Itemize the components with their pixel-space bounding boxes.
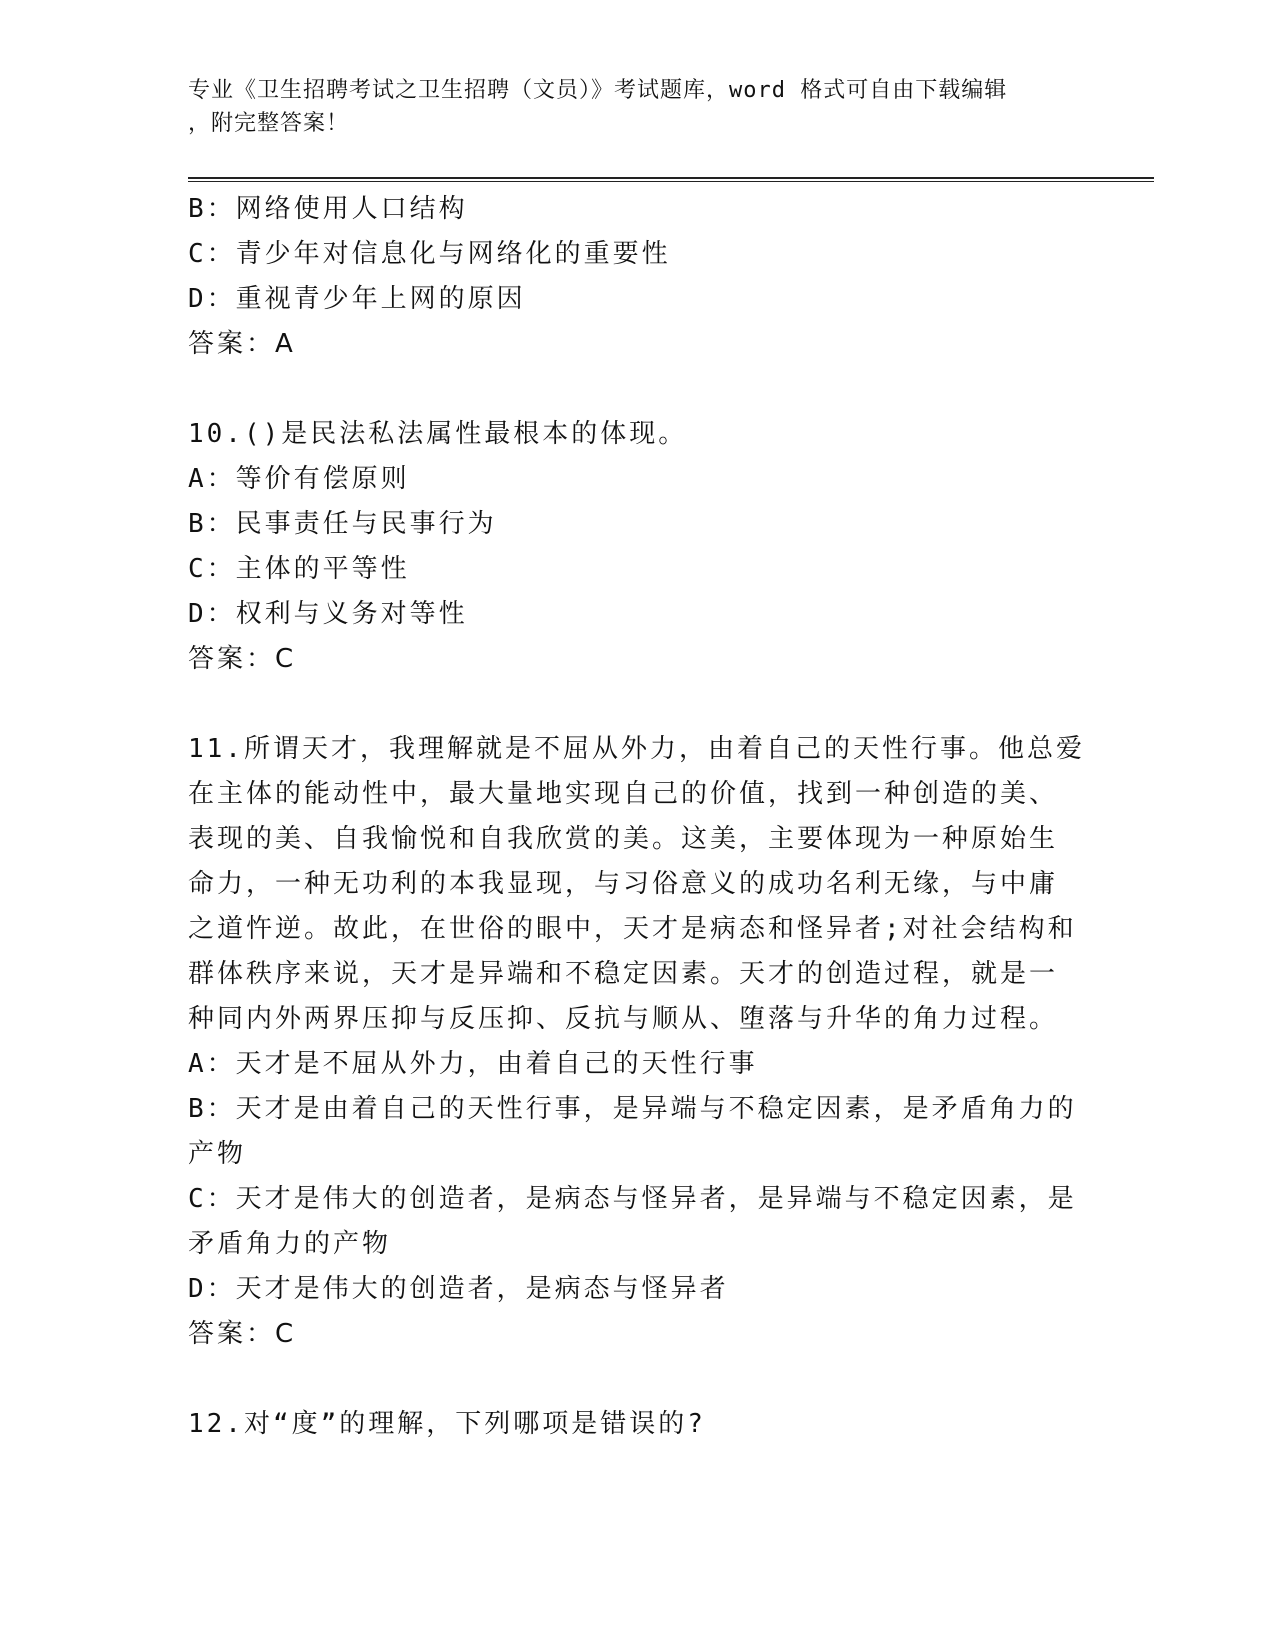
option-d: D：权利与义务对等性 <box>188 599 468 629</box>
question-stem: 10.()是民法私法属性最根本的体现。 <box>188 419 688 449</box>
question-stem-line: 表现的美、自我愉悦和自我欣赏的美。这美，主要体现为一种原始生 <box>188 824 1059 854</box>
answer: 答案：A <box>188 329 296 359</box>
header-line-1: 专业《卫生招聘考试之卫生招聘（文员）》考试题库，word 格式可自由下载编辑 <box>188 78 1008 103</box>
answer: 答案：C <box>188 1319 297 1349</box>
question-stem-line: 11.所谓天才，我理解就是不屈从外力，由着自己的天性行事。他总爱 <box>188 734 1085 764</box>
option-b-continued: 产物 <box>188 1139 247 1169</box>
option-b: B：民事责任与民事行为 <box>188 509 497 539</box>
answer: 答案：C <box>188 644 297 674</box>
option-b: B：网络使用人口结构 <box>188 194 468 224</box>
header-line-2: ，附完整答案！ <box>188 111 350 136</box>
option-a: A：等价有偿原则 <box>188 464 410 494</box>
question-10 <box>188 412 1088 682</box>
option-c: C：青少年对信息化与网络化的重要性 <box>188 239 671 269</box>
question-stem-line: 之道忤逆。故此，在世俗的眼中，天才是病态和怪异者;对社会结构和 <box>188 914 1077 944</box>
question-stem: 12.对“度”的理解，下列哪项是错误的? <box>188 1409 706 1439</box>
question-9 <box>188 187 1088 367</box>
question-12 <box>188 1402 1088 1447</box>
document-header <box>188 74 1068 140</box>
question-stem-line: 群体秩序来说，天才是异端和不稳定因素。天才的创造过程，就是一 <box>188 959 1059 989</box>
spacer <box>188 682 1088 727</box>
spacer <box>188 367 1088 412</box>
option-c: C：天才是伟大的创造者，是病态与怪异者，是异端与不稳定因素，是 <box>188 1184 1077 1214</box>
question-11 <box>188 727 1088 1357</box>
option-b: B：天才是由着自己的天性行事，是异端与不稳定因素，是矛盾角力的 <box>188 1094 1077 1124</box>
option-c-continued: 矛盾角力的产物 <box>188 1229 392 1259</box>
spacer <box>188 1357 1088 1402</box>
option-d: D：重视青少年上网的原因 <box>188 284 526 314</box>
question-stem-line: 种同内外两界压抑与反压抑、反抗与顺从、堕落与升华的角力过程。 <box>188 1004 1059 1034</box>
question-stem-line: 在主体的能动性中，最大量地实现自己的价值，找到一种创造的美、 <box>188 779 1059 809</box>
document-body <box>188 187 1088 1447</box>
option-d: D：天才是伟大的创造者，是病态与怪异者 <box>188 1274 729 1304</box>
option-a: A：天才是不屈从外力，由着自己的天性行事 <box>188 1049 758 1079</box>
header-divider-thick <box>188 177 1154 179</box>
question-stem-line: 命力，一种无功利的本我显现，与习俗意义的成功名利无缘，与中庸 <box>188 869 1059 899</box>
header-divider-thin <box>188 181 1154 182</box>
option-c: C：主体的平等性 <box>188 554 410 584</box>
